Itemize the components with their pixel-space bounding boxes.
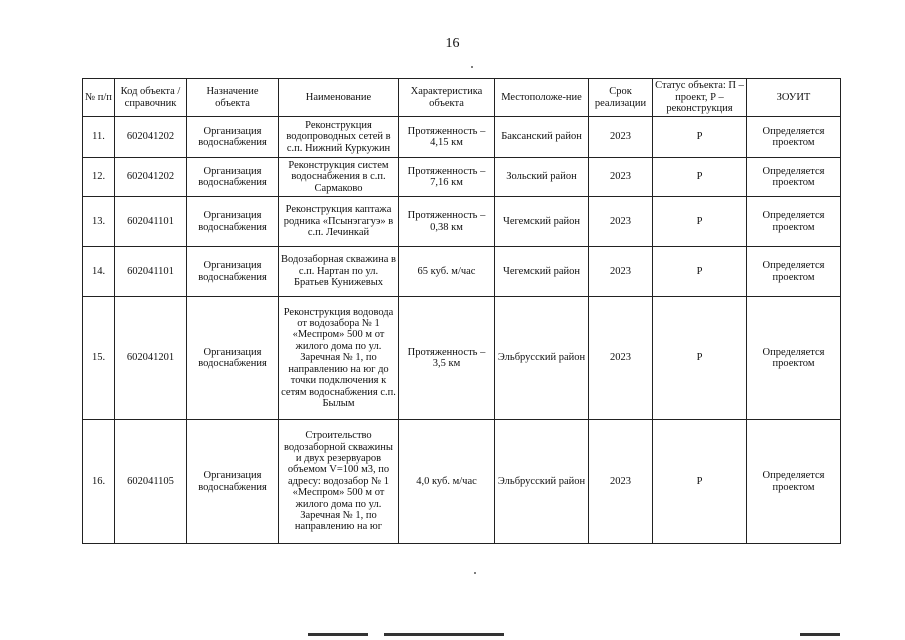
header-cell-location: Местоположе-ние	[495, 79, 589, 117]
table-row	[83, 420, 841, 544]
header-cell-characteristic: Характеристика объекта	[399, 79, 495, 117]
table-row	[83, 158, 841, 197]
header-cell-name: Наименование	[279, 79, 399, 117]
cell-location: Чегемский район	[495, 247, 589, 297]
cell-characteristic: Протяженность – 0,38 км	[399, 197, 495, 247]
cell-term: 2023	[589, 420, 653, 544]
cell-zouit: Определяется проектом	[747, 247, 841, 297]
cell-status: Р	[653, 197, 747, 247]
cell-location: Эльбрусский район	[495, 420, 589, 544]
cell-purpose: Организация водоснабжения	[187, 297, 279, 420]
cell-code: 602041101	[115, 197, 187, 247]
cell-number: 13.	[83, 197, 115, 247]
cell-name: Реконструкция систем водоснабжения в с.п. Сармаково	[279, 158, 399, 197]
cell-characteristic: Протяженность – 7,16 км	[399, 158, 495, 197]
cell-name: Строительство водозаборной скважины и двух резервуаров объемом V=100 м3, по адресу: водозабор № 1 «Меспром» 500 м от жилого дома по ул. Заречная № 1, по направлению на юг	[279, 420, 399, 544]
cell-status: Р	[653, 158, 747, 197]
cell-location: Баксанский район	[495, 117, 589, 158]
cell-characteristic: 4,0 куб. м/час	[399, 420, 495, 544]
cell-zouit: Определяется проектом	[747, 197, 841, 247]
cell-status: Р	[653, 117, 747, 158]
cell-status: Р	[653, 297, 747, 420]
table-row	[83, 117, 841, 158]
table-row	[83, 247, 841, 297]
header-cell-zouit: ЗОУИТ	[747, 79, 841, 117]
scan-speck	[474, 572, 476, 574]
table-header-row	[83, 79, 841, 117]
cell-location: Зольский район	[495, 158, 589, 197]
cell-name: Реконструкция водовода от водозабора № 1 «Меспром» 500 м от жилого дома по ул. Заречная № 1, по направлению на юг до точки подключения к сетям водоснабжения с.п. Былым	[279, 297, 399, 420]
cell-status: Р	[653, 420, 747, 544]
cell-code: 602041202	[115, 117, 187, 158]
scan-artifact-bar	[384, 633, 504, 636]
cell-purpose: Организация водоснабжения	[187, 158, 279, 197]
scan-artifact-bar	[800, 633, 840, 636]
cell-number: 14.	[83, 247, 115, 297]
cell-purpose: Организация водоснабжения	[187, 117, 279, 158]
cell-purpose: Организация водоснабжения	[187, 247, 279, 297]
cell-zouit: Определяется проектом	[747, 420, 841, 544]
cell-code: 602041202	[115, 158, 187, 197]
cell-code: 602041105	[115, 420, 187, 544]
objects-table	[82, 78, 841, 544]
cell-code: 602041101	[115, 247, 187, 297]
cell-term: 2023	[589, 197, 653, 247]
scan-artifact-bar	[308, 633, 368, 636]
cell-name: Реконструкция каптажа родника «Псынэгагуэ» в с.п. Лечинкай	[279, 197, 399, 247]
header-cell-number: № п/п	[83, 79, 115, 117]
table-row	[83, 197, 841, 247]
header-cell-code: Код объекта / справочник	[115, 79, 187, 117]
cell-purpose: Организация водоснабжения	[187, 420, 279, 544]
cell-name: Реконструкция водопроводных сетей в с.п. Нижний Куркужин	[279, 117, 399, 158]
cell-characteristic: 65 куб. м/час	[399, 247, 495, 297]
cell-characteristic: Протяженность – 4,15 км	[399, 117, 495, 158]
cell-characteristic: Протяженность – 3,5 км	[399, 297, 495, 420]
cell-number: 15.	[83, 297, 115, 420]
cell-number: 11.	[83, 117, 115, 158]
cell-term: 2023	[589, 247, 653, 297]
cell-name: Водозаборная скважина в с.п. Нартан по ул. Братьев Кунижевых	[279, 247, 399, 297]
cell-location: Чегемский район	[495, 197, 589, 247]
table-row	[83, 297, 841, 420]
header-cell-status: Статус объекта: П – проект, Р – реконструкция	[653, 79, 747, 117]
cell-term: 2023	[589, 117, 653, 158]
page-number: 16	[445, 36, 460, 51]
cell-number: 16.	[83, 420, 115, 544]
cell-location: Эльбрусский район	[495, 297, 589, 420]
cell-term: 2023	[589, 158, 653, 197]
cell-code: 602041201	[115, 297, 187, 420]
cell-zouit: Определяется проектом	[747, 297, 841, 420]
cell-status: Р	[653, 247, 747, 297]
header-cell-purpose: Назначение объекта	[187, 79, 279, 117]
cell-zouit: Определяется проектом	[747, 117, 841, 158]
cell-number: 12.	[83, 158, 115, 197]
header-cell-term: Срок реализации	[589, 79, 653, 117]
cell-term: 2023	[589, 297, 653, 420]
cell-zouit: Определяется проектом	[747, 158, 841, 197]
scan-speck	[471, 66, 473, 68]
cell-purpose: Организация водоснабжения	[187, 197, 279, 247]
